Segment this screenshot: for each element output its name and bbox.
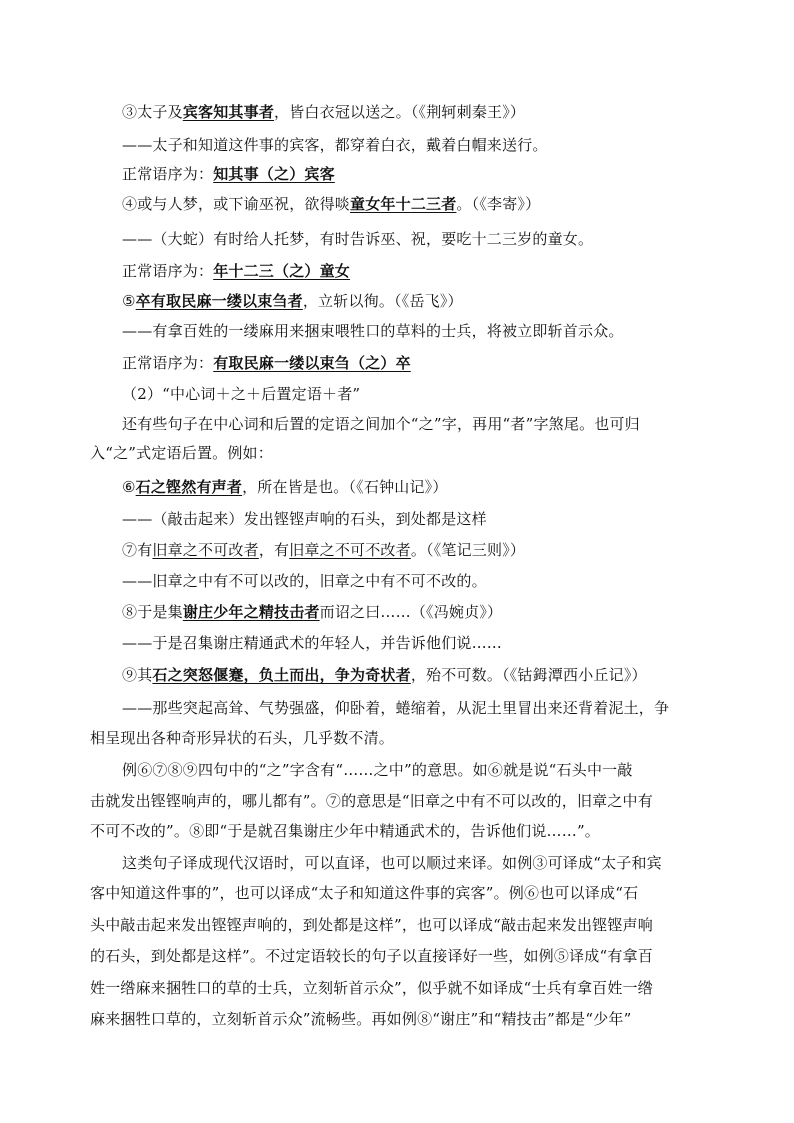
text-segment: 正常语序为： [122, 165, 214, 183]
text-segment: 例⑥⑦⑧⑨四句中的“之”字含有“……之中”的意思。如⑥就是说“石头中一敲 [122, 761, 633, 779]
text-line [122, 539, 525, 560]
text-line [122, 413, 640, 434]
text-line [90, 1008, 631, 1029]
emphasized-phrase: 石之铿然有声者 [135, 478, 243, 496]
text-segment: ，所在皆是也。（《石钟山记》） [242, 478, 448, 496]
text-segment: ，殆不可数。（《钴鉧潭西小丘记》） [410, 666, 647, 684]
text-line [122, 320, 624, 341]
text-segment: 相呈现出各种奇形异状的石头，几乎数不清。 [90, 729, 395, 747]
text-segment: ⑦有 [122, 541, 153, 559]
text-segment: （2）“中心词＋之＋后置定语＋者” [122, 385, 361, 403]
text-line [122, 193, 540, 214]
text-line [122, 476, 448, 497]
text-segment: ——那些突起高耸、气势强盛，仰卧着，蜷缩着，从泥土里冒出来还背着泥土，争 [122, 699, 670, 717]
text-segment: 头中敲击起来发出铿铿声响的，到处都是这样”，也可以译成“敲击起来发出铿铿声响 [90, 916, 653, 934]
text-line [122, 601, 502, 622]
text-line [122, 759, 633, 780]
emphasized-phrase: 有取民麻一缕以束刍（之）卒 [213, 354, 411, 372]
text-segment: ——旧章之中有不可以改的，旧章之中有不可不改的。 [122, 572, 487, 590]
text-segment: 击就发出铿铿响声的，哪儿都有”。⑦的意思是“旧章之中有不可以改的，旧章之中有 [90, 792, 653, 810]
text-line [122, 383, 360, 404]
text-segment: ——太子和知道这件事的宾客，都穿着白衣，戴着白帽来送行。 [122, 136, 548, 154]
emphasized-phrase: 谢庄少年之精技击者 [182, 603, 320, 621]
text-segment: 。（《笔记三则》） [410, 541, 526, 559]
text-line [122, 260, 350, 281]
text-line [90, 914, 653, 935]
text-segment: 客中知道这件事的”，也可以译成“太子和知道这件事的宾客”。例⑥也可以译成“石 [90, 884, 639, 902]
text-line [122, 163, 335, 184]
text-line [122, 632, 502, 653]
text-segment: ——有拿百姓的一缕麻用来捆束喂牲口的草料的士兵，将被立即斩首示众。 [122, 322, 624, 340]
text-line [122, 228, 593, 249]
emphasized-phrase: 宾客知其事者 [182, 103, 275, 121]
text-segment: ⑨其 [122, 666, 153, 684]
text-line [122, 852, 662, 873]
text-segment: ⑧于是集 [122, 603, 183, 621]
emphasized-phrase: 童女年十二三者 [350, 195, 457, 213]
text-line [90, 945, 653, 966]
text-segment: ④或与人梦，或下谕巫祝，欲得啖 [122, 195, 351, 213]
text-segment: 麻来捆牲口草的，立刻斩首示众”流畅些。再如例⑧“谢庄”和“精技击”都是“少年” [90, 1010, 632, 1028]
text-line [90, 977, 653, 998]
text-segment: ，立斩以徇。（《岳飞》） [302, 292, 463, 310]
emphasized-phrase: 知其事（之）宾客 [213, 165, 335, 183]
text-segment: ⑤ [122, 292, 136, 310]
emphasized-phrase: 卒有取民麻一缕以束刍者 [135, 292, 303, 310]
text-segment: ——（大蛇）有时给人托梦，有时告诉巫、祝，要吃十二三岁的童女。 [122, 230, 594, 248]
text-line [122, 697, 669, 718]
text-segment: ⑥ [122, 478, 136, 496]
text-line [122, 290, 463, 311]
text-segment: 。（《李寄》） [456, 195, 541, 213]
text-segment: ，有 [258, 541, 290, 559]
text-segment: 正常语序为： [122, 354, 214, 372]
emphasized-phrase: 旧章之不可改者 [152, 541, 259, 559]
text-segment: ——（敲击起来）发出铿铿声响的石头，到处都是这样 [122, 510, 487, 528]
text-segment: 姓一绺麻来捆牲口的草的士兵，立刻斩首示众”，似乎就不如译成“士兵有拿百姓一绺 [90, 979, 653, 997]
text-line [90, 727, 394, 748]
text-line [122, 352, 411, 373]
text-line [122, 570, 487, 591]
text-line [122, 664, 647, 685]
text-line [90, 820, 600, 841]
text-segment: ③太子及 [122, 103, 183, 121]
emphasized-phrase: 石之突怒偃蹇，负土而出，争为奇状者 [152, 666, 411, 684]
emphasized-phrase: 旧章之不可不改者 [289, 541, 411, 559]
text-segment: 入“之”式定语后置。例如： [90, 444, 273, 462]
text-segment: 不可不改的”。⑧即“于是就召集谢庄少年中精通武术的，告诉他们说……”。 [90, 822, 601, 840]
text-segment: 还有些句子在中心词和后置的定语之间加个“之”字，再用“者”字煞尾。也可归 [122, 415, 640, 433]
text-segment: 正常语序为： [122, 262, 214, 280]
text-segment: 这类句子译成现代汉语时，可以直译，也可以顺过来译。如例③可译成“太子和宾 [122, 854, 662, 872]
text-line [122, 101, 525, 122]
text-line [122, 134, 548, 155]
text-segment: ——于是召集谢庄精通武术的年轻人，并告诉他们说…… [122, 634, 503, 652]
text-segment: 而诏之曰……（《冯婉贞》） [319, 603, 503, 621]
text-segment: ，皆白衣冠以送之。（《荆轲刺秦王》） [274, 103, 526, 121]
text-line [90, 790, 653, 811]
text-line [90, 442, 273, 463]
text-line [122, 508, 487, 529]
text-line [90, 882, 638, 903]
emphasized-phrase: 年十二三（之）童女 [213, 262, 351, 280]
text-segment: 的石头，到处都是这样”。不过定语较长的句子以直接译好一些，如例⑤译成“有拿百 [90, 947, 653, 965]
